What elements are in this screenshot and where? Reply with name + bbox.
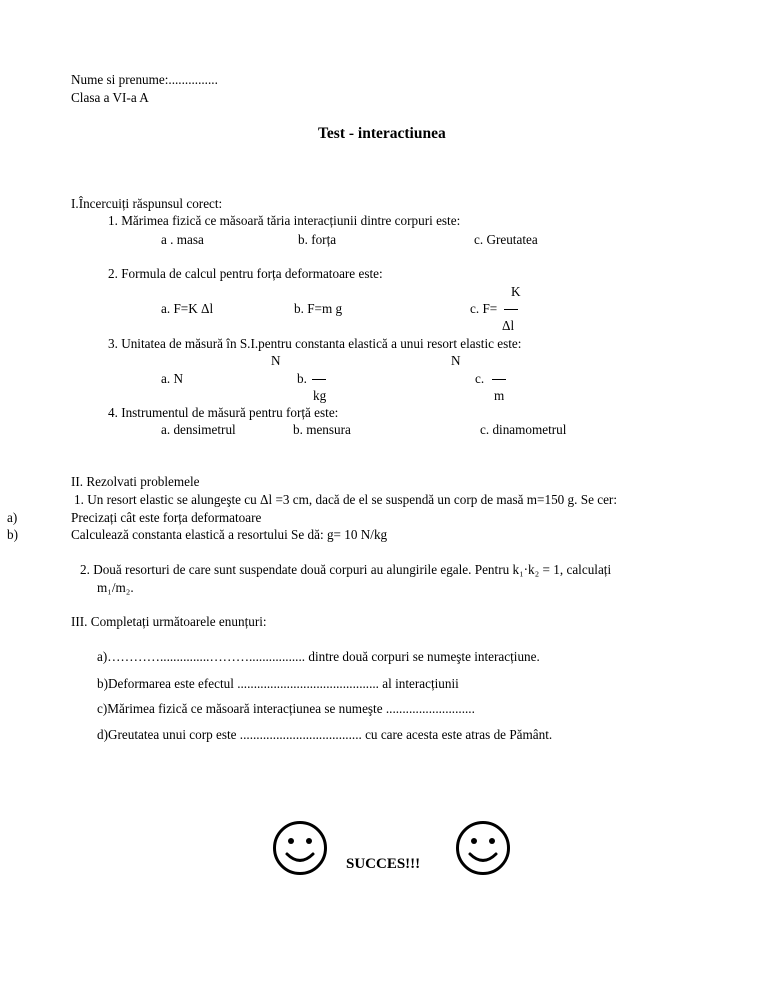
- q2-option-b: b. F=m g: [294, 301, 343, 316]
- q3-option-b-prefix: b.: [297, 371, 307, 386]
- q3-option-c-prefix: c.: [475, 371, 485, 386]
- problem1-b-text: Calculează constanta elastică a resortului Se dă: g= 10 N/kg: [71, 527, 388, 542]
- problem1-a-text: Precizați cât este forța deformatoare: [71, 510, 262, 525]
- problem1-b-marker: b): [7, 527, 18, 542]
- complete-c: c)Mărimea fizică ce măsoară interacțiunea se numeşte ...........................: [97, 701, 475, 716]
- q2-option-c-numerator: K: [511, 284, 521, 299]
- section1-heading: I.Încercuiți răspunsul corect:: [71, 196, 223, 211]
- q4-text: 4. Instrumentul de măsură pentru forță este:: [108, 405, 339, 420]
- problem2-line1: 2. Două resorturi de care sunt suspendate două corpuri au alungirile egale. Pentru k₁·k₂ = 1, calculați: [80, 562, 612, 577]
- class-line: Clasa a VI-a A: [71, 90, 149, 105]
- smiley-left-icon: [272, 820, 328, 876]
- q3-option-c-fraction-bar: [492, 379, 506, 380]
- name-line: Nume si prenume:...............: [71, 72, 218, 87]
- q3-text: 3. Unitatea de măsură în S.I.pentru constanta elastică a unui resort elastic este:: [108, 336, 522, 351]
- smiley-right-icon: [455, 820, 511, 876]
- complete-d: d)Greutatea unui corp este ..................................... cu care acesta este atras de Pământ.: [97, 727, 553, 742]
- succes-text: SUCCES!!!: [346, 856, 421, 872]
- q4-option-c: c. dinamometrul: [480, 422, 567, 437]
- q2-option-c-prefix: c. F=: [470, 301, 498, 316]
- section2-heading: II. Rezolvati problemele: [71, 474, 200, 489]
- q2-option-c-fraction-bar: [504, 309, 518, 310]
- q3-option-c-numerator: N: [451, 353, 461, 368]
- q1-option-b: b. forța: [298, 232, 337, 247]
- q2-option-a: a. F=K Δl: [161, 301, 214, 316]
- problem1-text: 1. Un resort elastic se alungeşte cu Δl =3 cm, dacă de el se suspendă un corp de masă m=150 g. Se cer:: [74, 492, 617, 507]
- q1-text: 1. Mărimea fizică ce măsoară tăria interacțiunii dintre corpuri este:: [108, 213, 461, 228]
- q2-text: 2. Formula de calcul pentru forța deformatoare este:: [108, 266, 383, 281]
- q2-option-c-denominator: Δl: [502, 318, 515, 333]
- q1-option-c: c. Greutatea: [474, 232, 538, 247]
- q3-option-a: a. N: [161, 371, 183, 386]
- section3-heading: III. Completați următoarele enunțuri:: [71, 614, 267, 629]
- q4-option-a: a. densimetrul: [161, 422, 236, 437]
- complete-b: b)Deformarea este efectul ........................................... al interacțiunii: [97, 676, 459, 691]
- complete-a: a)…………...............………................. dintre două corpuri se numeşte interacțiune.: [97, 649, 540, 664]
- q1-option-a: a . masa: [161, 232, 204, 247]
- page-title: Test - interactiunea: [318, 125, 446, 142]
- q3-option-b-denominator: kg: [313, 388, 327, 403]
- q3-option-b-fraction-bar: [312, 379, 326, 380]
- q3-option-c-denominator: m: [494, 388, 505, 403]
- problem2-line2: m₁/m₂.: [97, 580, 134, 595]
- problem1-a-marker: a): [7, 510, 18, 525]
- q4-option-b: b. mensura: [293, 422, 351, 437]
- q3-option-b-numerator: N: [271, 353, 281, 368]
